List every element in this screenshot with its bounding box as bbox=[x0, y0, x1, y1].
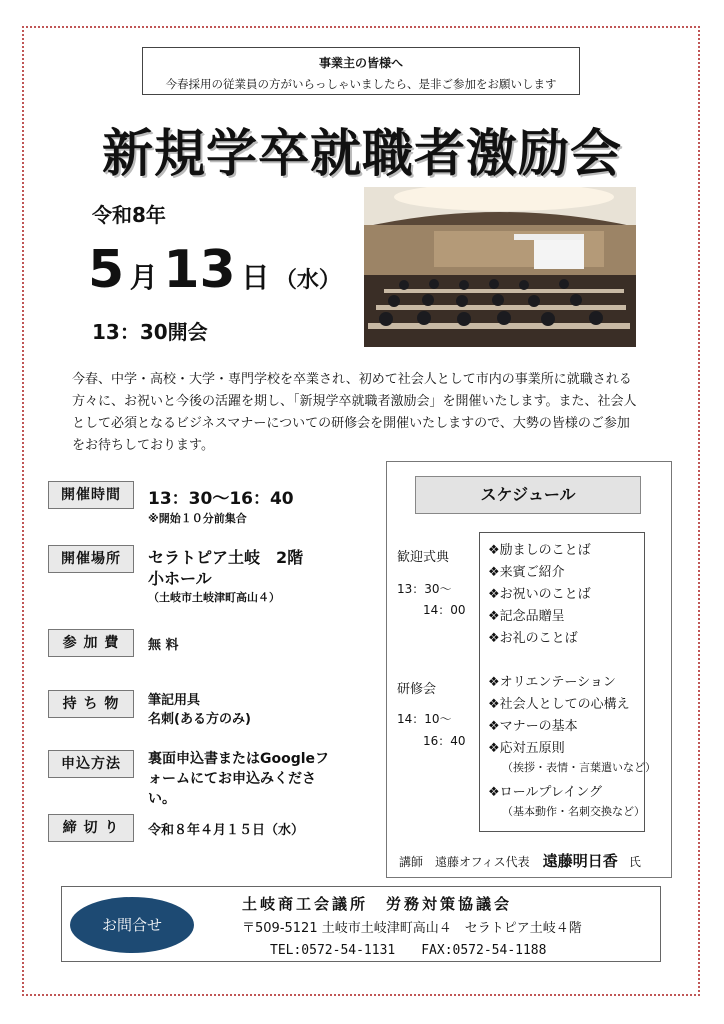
list-item: ❖オリエンテーション bbox=[488, 675, 616, 690]
deadline-value: 令和８年４月１５日（水） bbox=[148, 823, 305, 838]
event-day: 13 bbox=[163, 240, 236, 300]
lecturer-name: 遠藤明日香 bbox=[542, 852, 618, 870]
lecturer-prefix: 講師 遠藤オフィス代表 bbox=[399, 855, 530, 869]
contact-box bbox=[61, 886, 661, 962]
contact-phone-fax: TEL:0572-54-1131 FAX:0572-54-1188 bbox=[270, 943, 547, 958]
items-line1: 筆記用具 bbox=[148, 693, 201, 708]
venue-label: 開催場所 bbox=[48, 545, 134, 573]
organization-address: 〒509-5121 土岐市土岐津町高山４ セラトピア土岐４階 bbox=[242, 921, 582, 936]
welcome-end: 14：00 bbox=[423, 603, 466, 617]
time-label: 開催時間 bbox=[48, 481, 134, 509]
venue-line1: セラトピア土岐 2階 bbox=[148, 548, 304, 567]
schedule-list bbox=[479, 532, 656, 832]
welcome-label: 歓迎式典 bbox=[397, 550, 450, 565]
intro-line: 方々に、お祝いと今後の活躍を期し、「新規学卒就職者激励会」を開催いたします。また、社会人 bbox=[72, 394, 637, 409]
venue-line2: 小ホール bbox=[148, 569, 212, 588]
list-item: ❖応対五原則 bbox=[488, 741, 565, 756]
contact-button[interactable]: お問合せ bbox=[70, 897, 194, 953]
schedule-header: スケジュール bbox=[415, 476, 641, 514]
time-note: ※開始１０分前集合 bbox=[148, 512, 247, 525]
intro-line: をお待ちしております。 bbox=[72, 438, 214, 453]
list-item: ❖記念品贈呈 bbox=[488, 609, 565, 624]
apply-line1: 裏面申込書またはGoogleフ bbox=[148, 751, 330, 767]
list-item: ❖励ましのことば bbox=[488, 543, 591, 558]
apply-line3: い。 bbox=[148, 791, 176, 807]
top-notice bbox=[142, 47, 580, 95]
list-item: ❖お祝いのことば bbox=[488, 587, 591, 602]
list-item: ❖マナーの基本 bbox=[488, 719, 578, 734]
notice-heading: 事業主の皆様へ bbox=[318, 56, 403, 70]
organization-name: 土岐商工会議所 労務対策協議会 bbox=[242, 895, 513, 913]
deadline-label: 締 切 り bbox=[48, 814, 134, 842]
intro-text bbox=[72, 369, 662, 457]
page-title: 新規学卒就職者激励会 bbox=[101, 125, 622, 184]
list-item: ❖お礼のことば bbox=[488, 631, 578, 646]
training-label: 研修会 bbox=[397, 682, 437, 697]
lecturer-suffix: 氏 bbox=[628, 855, 641, 869]
list-item: ❖社会人としての心構え bbox=[488, 697, 630, 712]
event-weekday: （水） bbox=[274, 268, 341, 293]
items-label: 持 ち 物 bbox=[48, 690, 134, 718]
fee-value: 無 料 bbox=[148, 638, 179, 653]
fee-label: 参 加 費 bbox=[48, 629, 134, 657]
list-item-note: （挨拶・表情・言葉遣いなど） bbox=[502, 761, 656, 774]
day-unit: 日 bbox=[241, 261, 270, 294]
notice-text: 今春採用の従業員の方がいらっしゃいましたら、是非ご参加をお願いします bbox=[165, 77, 557, 91]
event-date bbox=[88, 240, 341, 300]
training-end: 16：40 bbox=[423, 734, 466, 748]
list-item: ❖来賓ご紹介 bbox=[488, 565, 565, 580]
event-photo bbox=[364, 187, 636, 347]
lecturer bbox=[399, 850, 641, 871]
venue-address: （土岐市土岐津町高山４） bbox=[148, 591, 280, 604]
intro-line: 今春、中学・高校・大学・専門学校を卒業され、初めて社会人として市内の事業所に就職される bbox=[72, 372, 632, 387]
apply-line2: ォームにてお申込みくださ bbox=[148, 771, 316, 787]
list-item: ❖ロールプレイング bbox=[488, 785, 602, 800]
month-unit: 月 bbox=[129, 261, 158, 294]
event-month: 5 bbox=[88, 240, 125, 300]
welcome-start: 13：30〜 bbox=[397, 582, 452, 596]
apply-label: 申込方法 bbox=[48, 750, 134, 778]
schedule-panel bbox=[386, 461, 672, 878]
training-start: 14：10〜 bbox=[397, 712, 452, 726]
time-value: 13：30〜16：40 bbox=[148, 489, 294, 509]
event-year: 令和8年 bbox=[92, 203, 166, 227]
open-time: 13：30開会 bbox=[92, 320, 208, 344]
intro-line: として必須となるビジネスマナーについての研修会を開催いたしますので、大勢の皆様のご参加 bbox=[72, 416, 630, 431]
items-line2: 名刺(ある方のみ) bbox=[148, 712, 251, 727]
list-item-note: （基本動作・名刺交換など） bbox=[502, 805, 645, 818]
